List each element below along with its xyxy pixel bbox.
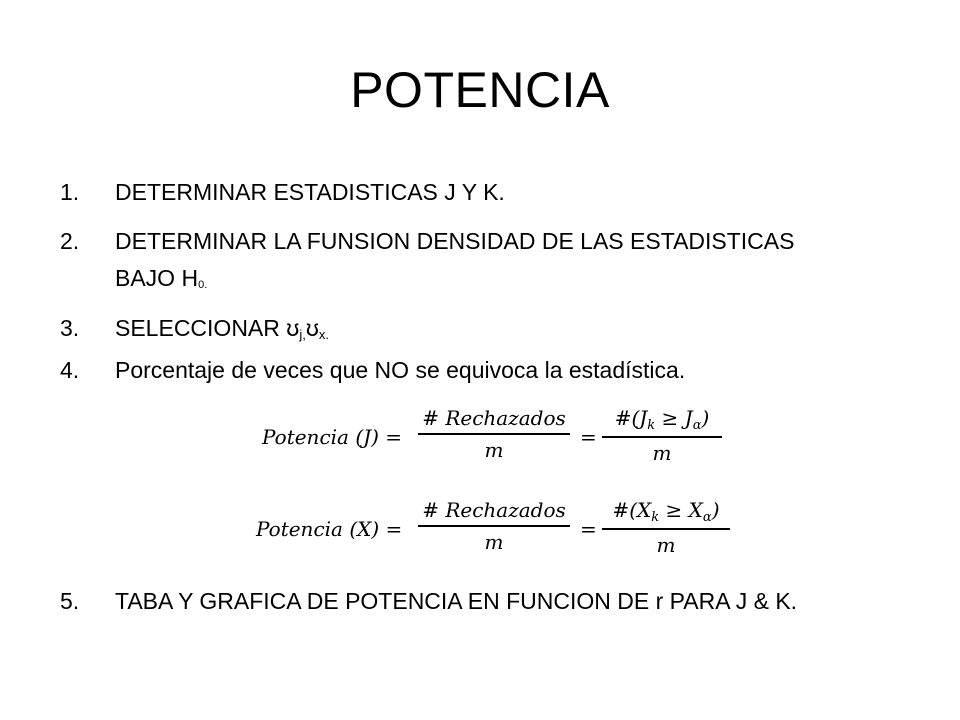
list-item-text: DETERMINAR LA FUNSION DENSIDAD DE LAS ESTADISTICAS [115,228,795,254]
list-item-number: 1. [60,179,80,205]
list-item-text-part: SELECCIONAR [115,315,287,341]
fraction-bar [418,525,570,527]
fraction [418,498,570,554]
list-item-text [115,312,905,351]
formula-lhs: Potencia (X) = [256,517,403,541]
list-item-text-part: BAJO H [115,265,199,291]
fraction-numerator [602,406,722,433]
tau-symbol: ʊ [286,315,300,341]
numerator-part: #(X [612,498,652,522]
fraction-denominator: m [656,532,676,557]
fraction [602,498,730,557]
list-item-text: Porcentaje de veces que NO se equivoca la estadística. [115,357,686,383]
list-item-text: TABA Y GRAFICA DE POTENCIA EN FUNCION DE r PARA J & K. [115,588,798,614]
subscript: x. [318,327,330,342]
subscript: j, [299,327,306,342]
fraction-numerator: # Rechazados [422,498,566,522]
numerator-part: ≥ J [655,406,693,430]
fraction-bar [602,436,722,438]
list-item-number: 5. [60,588,80,614]
fraction-numerator [602,498,730,525]
list-item-text [115,262,905,301]
fraction-denominator: m [484,529,504,554]
tau-symbol: ʊ [305,315,319,341]
subscript: 0. [198,279,208,291]
list-item-number: 4. [60,357,80,383]
fraction-denominator: m [484,437,504,462]
fraction-numerator: # Rechazados [422,406,566,430]
list-item-text: DETERMINAR ESTADISTICAS J Y K. [115,179,505,205]
fraction-bar [602,528,730,530]
list-item-number: 2. [60,228,80,254]
subscript: k [647,418,656,433]
subscript: k [651,510,660,525]
equals-sign: = [580,425,597,449]
list-item-number: 3. [60,315,80,341]
slide-title: POTENCIA [350,62,610,118]
fraction [602,406,722,465]
subscript: α [692,418,702,433]
formula-lhs: Potencia (J) = [262,425,403,449]
fraction [418,406,570,462]
numerator-part: ) [711,498,720,522]
subscript: α [702,510,712,525]
numerator-part: ≥ X [659,498,703,522]
numerator-part: ) [701,406,710,430]
fraction-bar [418,433,570,435]
fraction-denominator: m [652,440,672,465]
numerator-part: #(J [614,406,648,430]
equals-sign: = [580,517,597,541]
